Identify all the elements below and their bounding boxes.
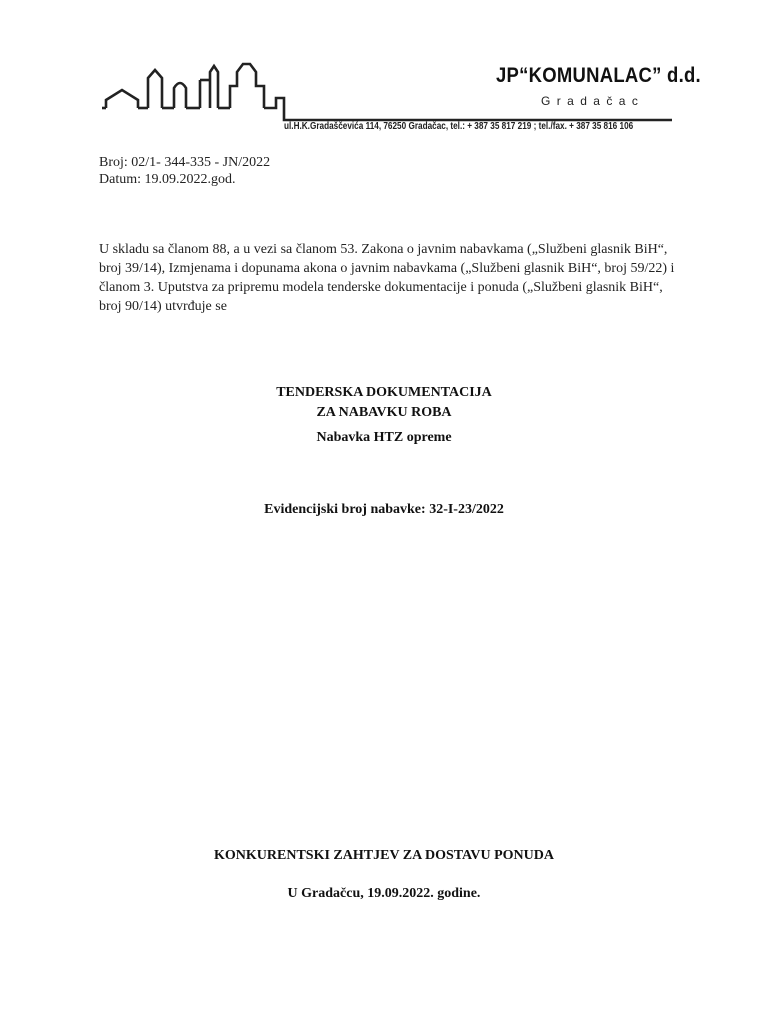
document-subtitle: Nabavka HTZ opreme	[316, 430, 452, 445]
procurement-number: Evidencijski broj nabavke: 32-I-23/2022	[264, 502, 504, 517]
company-contact-info: ul.H.K.Gradaščevića 114, 76250 Gradačac, tel.: + 387 35 817 219 ; tel./fax. + 387 35 816 106	[284, 121, 634, 132]
document-title-line1: TENDERSKA DOKUMENTACIJA	[276, 385, 492, 400]
company-city: Gradačac	[541, 94, 645, 108]
place-and-date: U Gradačcu, 19.09.2022. godine.	[287, 886, 481, 901]
reference-block	[99, 154, 270, 188]
intro-paragraph: U skladu sa članom 88, a u vezi sa članom 53. Zakona o javnim nabavkama („Službeni glasnik BiH“, broj 39/14), Izmjenama i dopunama akona o javnim nabavkama („Službeni glasnik BiH“, broj 59/22) i članom 3. Uputstva za pripremu modela tenderske dokumentacije i ponuda („Službeni glasnik BiH“, broj 90/14) utvrđuje se	[99, 242, 675, 314]
reference-number: Broj: 02/1- 344-335 - JN/2022	[99, 155, 271, 170]
competitive-request-heading: KONKURENTSKI ZAHTJEV ZA DOSTAVU PONUDA	[214, 848, 554, 863]
reference-date: Datum: 19.09.2022.god.	[99, 172, 236, 187]
company-name: JP“KOMUNALAC” d.d.	[496, 64, 701, 87]
document-title-line2: ZA NABAVKU ROBA	[316, 405, 452, 420]
